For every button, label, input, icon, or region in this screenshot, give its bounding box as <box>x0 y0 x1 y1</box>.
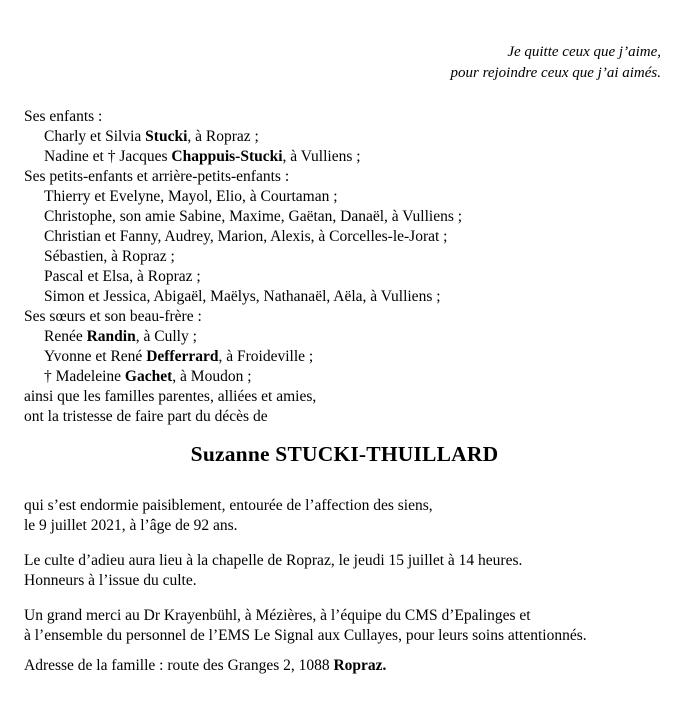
family-line <box>24 367 689 387</box>
family-line <box>24 247 689 267</box>
family-line <box>24 167 689 187</box>
text-segment: Renée <box>44 328 87 345</box>
surname-bold: Chappuis-Stucki <box>171 148 283 165</box>
text-segment: , à Vulliens ; <box>282 148 361 165</box>
family-line <box>24 387 689 407</box>
surname-bold: Randin <box>86 328 136 345</box>
text-segment: Le culte d’adieu aura lieu à la chapelle de Ropraz, le jeudi 15 juillet à 14 heures. <box>24 552 523 569</box>
text-segment: Nadine et † Jacques <box>44 148 172 165</box>
surname-bold: Gachet <box>124 368 173 385</box>
family-line <box>24 227 689 247</box>
text-segment: Ses sœurs et son beau-frère : <box>24 308 202 325</box>
family-line <box>24 407 689 427</box>
surname-bold: Defferrard <box>146 348 219 365</box>
text-segment: † Madeleine <box>44 368 125 385</box>
text-segment: Charly et Silvia <box>44 128 146 145</box>
body-line <box>24 571 689 591</box>
death-notice-page <box>0 42 689 711</box>
text-segment: Adresse de la famille : route des Granges 2, 1088 <box>24 657 334 674</box>
text-segment: Thierry et Evelyne, Mayol, Elio, à Courtaman ; <box>44 188 338 205</box>
text-segment: Simon et Jessica, Abigaël, Maëlys, Nathanaël, Aëla, à Vulliens ; <box>44 288 441 305</box>
family-line <box>24 187 689 207</box>
family-line <box>24 327 689 347</box>
family-line <box>24 287 689 307</box>
text-segment: Pascal et Elsa, à Ropraz ; <box>44 268 201 285</box>
text-segment: Un grand merci au Dr Krayenbühl, à Mézières, à l’équipe du CMS d’Epalinges et <box>24 607 531 624</box>
body-line <box>24 496 689 516</box>
text-segment: , à Froideville ; <box>218 348 314 365</box>
family-line <box>24 127 689 147</box>
address-text <box>24 656 689 676</box>
body-paragraph <box>24 551 689 591</box>
family-list <box>24 107 689 427</box>
text-segment: , à Moudon ; <box>172 368 252 385</box>
epigraph-line <box>0 42 661 63</box>
family-line <box>24 347 689 367</box>
body-line <box>24 606 689 626</box>
text-segment: Ses petits-enfants et arrière-petits-enfants : <box>24 168 290 185</box>
family-line <box>24 147 689 167</box>
text-segment: pour rejoindre ceux que j’ai aimés. <box>450 65 661 81</box>
body-line <box>24 626 689 646</box>
text-segment: , à Cully ; <box>135 328 197 345</box>
text-segment: Christian et Fanny, Audrey, Marion, Alexis, à Corcelles-le-Jorat ; <box>44 228 448 245</box>
text-segment: Ses enfants : <box>24 108 103 125</box>
family-line <box>24 267 689 287</box>
family-line <box>24 107 689 127</box>
deceased-name-heading: Suzanne STUCKI-THUILLARD <box>190 442 499 466</box>
notice-body <box>24 496 689 676</box>
text-segment: Je quitte ceux que j’aime, <box>507 44 661 60</box>
body-paragraph <box>24 496 689 536</box>
text-segment: Honneurs à l’issue du culte. <box>24 572 197 589</box>
epigraph-line <box>0 63 661 84</box>
surname-bold: Stucki <box>145 128 188 145</box>
family-line <box>24 207 689 227</box>
text-segment: le 9 juillet 2021, à l’âge de 92 ans. <box>24 517 238 534</box>
body-line <box>24 551 689 571</box>
text-segment: ont la tristesse de faire part du décès de <box>24 408 268 425</box>
body-paragraph <box>24 606 689 646</box>
text-segment: Yvonne et René <box>44 348 147 365</box>
family-line <box>24 307 689 327</box>
body-line <box>24 516 689 536</box>
epigraph <box>0 42 661 84</box>
text-segment: ainsi que les familles parentes, alliées et amies, <box>24 388 317 405</box>
text-segment: , à Ropraz ; <box>187 128 259 145</box>
text-segment: Sébastien, à Ropraz ; <box>44 248 175 265</box>
text-segment: à l’ensemble du personnel de l’EMS Le Signal aux Cullayes, pour leurs soins attentionnés. <box>24 627 587 644</box>
text-segment: Christophe, son amie Sabine, Maxime, Gaëtan, Danaël, à Vulliens ; <box>44 208 463 225</box>
text-segment: qui s’est endormie paisiblement, entourée de l’affection des siens, <box>24 497 433 514</box>
surname-bold: Ropraz. <box>333 657 387 674</box>
address-line <box>24 656 689 676</box>
